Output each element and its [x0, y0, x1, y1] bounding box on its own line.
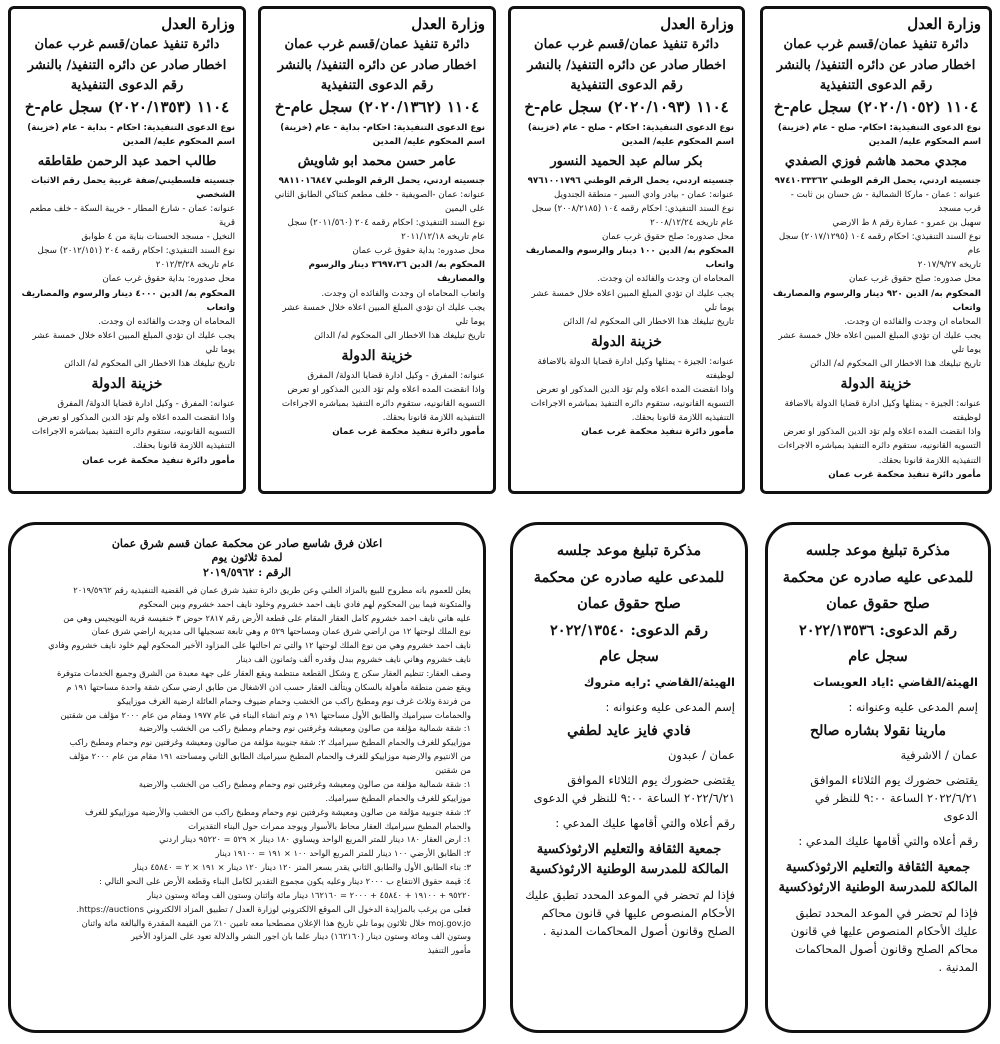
department: دائرة تنفيذ عمان/قسم غرب عمان: [783, 37, 969, 52]
notice-line: عنوانه: عمان - شارع المطار - خريبة السكة - خلف مطعم قرية: [29, 204, 235, 229]
notice-line: واتعاب المحاماه ان وجدت والفائده ان وجدت.: [321, 288, 485, 299]
announcement-title: اعلان فرق شاسع صادر عن محكمة عمان قسم شرق عمان: [111, 537, 383, 550]
notice-line: التنفيذيه اللازمة قانونا بحقك.: [631, 413, 734, 424]
notice-line: نوع الدعوى التنفيذية: احكام- بداية - عام (خزينة): [280, 122, 485, 133]
notice-line: عنوانه: عمان -الصويفية - خلف مطعم كنتاكي الطابق الثاني: [274, 189, 485, 200]
hearing-notice-1: [765, 522, 991, 1033]
case-label: رقم الدعوى التنفيذية: [320, 78, 434, 94]
notice-title: مذكرة تبليغ موعد جلسه: [805, 542, 951, 559]
announcement-line: ١: شقة شمالية مؤلفة من صالون ومعيشة وغرفتين نوم وحمام ومطبخ راكب من الخشب والارضية: [138, 778, 471, 789]
creditor-name: خزينة الدولة: [341, 347, 413, 364]
execution-notice-2: [508, 6, 745, 494]
warning-text: فإذا لم تحضر في الموعد المحدد تطبق عليك الأحكام المنصوص عليها في قانون محاكم الصلح وقانون أصول المحاكمات المدنية .: [525, 888, 735, 938]
ministry-title: وزارة العدل: [411, 15, 485, 33]
department: دائرة تنفيذ عمان/قسم غرب عمان: [284, 37, 470, 52]
case-number: ١١٠٤ (٢٠٢٠/١٠٩٣) سجل عام-خ: [524, 97, 729, 116]
execution-notice-4: [8, 6, 246, 494]
notice-line: نوع الدعوى التنفيذية: احكام - بداية - عام (خزينة): [27, 122, 235, 133]
court-name: صلح حقوق عمان: [577, 595, 681, 613]
plaintiff-label: رقم أعلاه والتي أقامها عليك المدعي :: [555, 815, 735, 830]
announcement-line: موزاييكو للغرف والحمام المطبخ سيراميك ٢: شقة جنوبية مؤلفة من صالون ومعيشة وغرفتين نوم وحمام ومطبخ راكب: [69, 737, 471, 748]
plaintiff-name: جمعية الثقافة والتعليم الارثوذكسية المالكة للمدرسة الوطنية الارثوذكسية: [778, 859, 978, 896]
debtor-name: بكر سالم عبد الحميد النسور: [550, 153, 703, 169]
notice-line: محل صدوره: صلح حقوق غرب عمان: [601, 232, 734, 243]
ministry-title: وزارة العدل: [161, 15, 235, 33]
announcement-line: فعلى من يرغب بالمزايدة الدخول الى الموقع الالكتروني لوزارة العدل / تطبيق المزاد الالكتروني https://auctions.: [76, 903, 471, 914]
announcement-line: وصف العقار: تنظيم العقار سكن ج وشكل القطعة منتظمة ويقع العقار على جهة معبدة من الشرق وجميع الخدمات متوفرة: [57, 668, 471, 679]
notice-line: محل صدوره: بداية حقوق غرب عمان: [352, 246, 485, 257]
notice-line: المحاماه ان وجدت والفائده ان وجدت.: [597, 274, 734, 285]
creditor-name: خزينة الدولة: [91, 376, 163, 393]
notice-line: التسويه القانونيه، ستقوم دائره التنفيذ بمباشره الاجراءات: [777, 441, 981, 452]
judge: الهيئة/القاضي :رايه متروك: [583, 674, 735, 689]
register-type: سجل عام: [599, 648, 659, 666]
notice-line: نوع السند التنفيذي: احكام رقمه ١٠٤ (٢٠١٧/١٢٩٥) سجل عام: [778, 232, 981, 257]
notice-type: اخطار صادر عن دائره التنفيذ/ بالنشر: [776, 57, 976, 73]
notice-line: المحاماه ان وجدت والفائده ان وجدت.: [98, 316, 235, 327]
department: دائرة تنفيذ عمان/قسم غرب عمان: [34, 37, 220, 52]
notice-line: نوع السند التنفيذي: احكام رقمه ٢٠٤ (٢٠١٢/١٥١) سجل: [37, 246, 235, 257]
announcement-line: نوع الملك لوحتها ١٢ من اراضي شرق عمان ومساحتها ٥٢٩ م وهي تابعة تسجيلها الى مديرية اراضي شرق عمان: [91, 626, 471, 637]
case-number: ١١٠٤ (٢٠٢٠/١٠٥٢) سجل عام-خ: [773, 97, 979, 116]
announcement-line: ٩٥٢٢٠ + ١٩١٠٠ + ٤٥٨٤٠ + ٢٠٠٠ = ١٦٢١٦٠ دينار مائة واثنان وستون الف ومائة وستون دينار: [147, 889, 471, 900]
notice-line: محل صدوره: بداية حقوق غرب عمان: [102, 274, 235, 285]
debtor-name: عامر حسن محمد ابو شاويش: [297, 153, 457, 169]
notice-line: المحكوم به/ الدين ٩٢٠ دينار والرسوم والمصاريف واتعاب: [772, 288, 981, 313]
hearing-date: يقتضى حضورك يوم الثلاثاء الموافق ٢٠٢٢/٦/٢١ الساعة ٩:٠٠ للنظر في الدعوى: [810, 773, 978, 823]
notice-line: لوظيفته: [952, 413, 981, 424]
defendant-address: عمان / الاشرفية: [900, 748, 978, 763]
court-name: صلح حقوق عمان: [826, 595, 930, 613]
execution-notice-1: [760, 6, 992, 494]
announcement-line: من فرندة وثلاث غرف نوم ومطبخ راكب من الخشب وحمام ضيوف وحمام العائلة ارضية الغرف موزاييكو: [117, 695, 471, 706]
notice-line: عنوانه: المفرق - وكيل ادارة قضايا الدولة/ المفرق: [57, 399, 235, 410]
warning-text: فإذا لم تحضر في الموعد المحدد تطبق عليك الأحكام المنصوص عليها في قانون محاكم الصلح وقانون أصول المحاكمات المدنية .: [790, 906, 978, 974]
announcement-ref: الرقم : ٢٠١٩/٥٩٦٢: [202, 565, 292, 579]
defendant-label: إسم المدعى عليه وعنوانه :: [605, 699, 735, 714]
defendant-address: عمان / عبدون: [667, 748, 735, 763]
announcement-line: نايف احمد خشروم وهي من نوع الملك لوحتها ١٢ والتي تم احالتها على المزاود الأخير المحكوم لهم خلود نايف خشروم وفادي: [48, 640, 471, 651]
notice-line: تاريخ تبليغك هذا الاخطار الى المحكوم له/ الدائن: [810, 359, 981, 370]
notice-line: تاريخ تبليغك هذا الاخطار الى المحكوم له/ الدائن: [563, 316, 734, 327]
case-number: ١١٠٤ (٢٠٢٠/١٣٥٣) سجل عام-خ: [24, 97, 230, 116]
announcement-line: ٤: قيمة حقوق الانتفاع ب ٢٠٠٠ دينار وعليه يكون مجموع التقدير لكامل البناء وقطعة الأرض على النحو التالي :: [99, 875, 471, 886]
case-label: رقم الدعوى التنفيذية: [570, 78, 683, 94]
notice-line: النخيل - مسجد الحسنات بناية من ٤ طوابق: [81, 232, 235, 243]
notice-line: التسويه القانونيه، ستقوم دائره التنفيذ بمباشره الاجراءات: [281, 399, 485, 410]
notice-title: مذكرة تبليغ موعد جلسه: [556, 542, 702, 559]
case-number: رقم الدعوى: ٢٠٢٢/١٣٥٤٠: [550, 621, 708, 639]
signature-line: مأمور دائرة تنفيذ محكمة غرب عمان: [332, 427, 485, 438]
notice-line: المحكوم به/ الدين ٣٦٩٧،٣٦ دينار والرسوم والمصاريف: [308, 260, 485, 285]
announcement-line: ١: شقة شمالية مؤلفة من صالون ومعيشة وغرفتين نوم وحمام ومطبخ راكب من الخشب والارضية: [138, 723, 471, 734]
creditor-name: خزينة الدولة: [591, 333, 662, 350]
notice-line: واذا انقضت المده اعلاه ولم تؤد الدين المذكور او تعرض: [783, 427, 981, 438]
notice-line: اسم المحكوم عليه/ المدين: [122, 136, 235, 147]
notice-line: جنسيته اردني، يحمل الرقم الوطني ٩٧٦١٠٠١٧٩٦: [527, 175, 734, 186]
notice-type: اخطار صادر عن دائره التنفيذ/ بالنشر: [527, 57, 726, 73]
notice-line: المحكوم به/ الدين ٤٠٠٠ دينار والرسوم والمصاريف واتعاب: [21, 288, 235, 313]
notice-line: عنوانه: الجيزة - يمثلها وكيل ادارة قضايا الدولة بالاضافة: [784, 399, 981, 410]
notice-line: التنفيذيه اللازمة قانونا بحقك.: [382, 413, 485, 424]
announcement-line: ٣: بناء الطابق الأول والطابق الثاني يقدر بسعر المتر ١٢٠ دينار ١٢٠ دينار × ١٩١ × ٢ = ٤٥٨٤٠ دينار: [132, 862, 471, 873]
property-sale-announcement: [8, 522, 486, 1033]
signature-line: مأمور دائرة تنفيذ محكمة غرب عمان: [828, 469, 981, 480]
announcement-line: نايف خشروم وهاني نايف خشروم ببدل وقدره ألف وثمانون الف دينار: [236, 654, 471, 665]
announcement-line: ويقع ضمن منطقة مأهولة بالسكان ويتألف العقار حسب اذن الاشغال من طابق ارضي سكن شقة واحدة مساحتها ١٩١ م: [66, 681, 471, 692]
announcement-line: ٢: الطابق الأرضي ١٠٠ دينار للمتر المربع الواحد ١٠٠ × ١٩١ = ١٩١٠٠ دينار: [215, 848, 471, 859]
hearing-notice-2: [510, 522, 748, 1033]
notice-line: اسم المحكوم عليه/ المدين: [621, 136, 734, 147]
announcement-line: من الانتيوم والارضية موزاييكو للغرف والحمام المطبخ سيراميك الطابق الثاني ومساحته ١٩١ مقام من عام ٢٠٠٠ مؤلف: [69, 751, 471, 762]
notice-line: عام تاريخه ٢٠١١/١٢/١٨: [401, 232, 485, 243]
announcement-body: [23, 584, 471, 957]
notice-line: سهيل بن عمرو - عمارة رقم ٨ ط الارضي: [832, 218, 981, 229]
notice-line: يجب عليك ان تؤدي المبلغ المبين اعلاه خلال خمسة عشر يوما تلي: [282, 302, 485, 327]
notice-type: اخطار صادر عن دائره التنفيذ/ بالنشر: [277, 57, 477, 73]
case-label: رقم الدعوى التنفيذية: [70, 78, 184, 94]
notice-line: يجب عليك ان تؤدي المبلغ المبين اعلاه خلال خمسة عشر يوما تلي: [778, 330, 981, 355]
notice-line: اسم المحكوم عليه/ المدين: [868, 136, 981, 147]
case-label: رقم الدعوى التنفيذية: [819, 78, 933, 94]
notice-line: واذا انقضت المده اعلاه ولم تؤد الدين المذكور او تعرض: [536, 385, 734, 396]
notice-line: يجب عليك ان تؤدي المبلغ المبين اعلاه خلال خمسة عشر يوما تلي: [32, 330, 235, 355]
ministry-title: وزارة العدل: [907, 15, 981, 33]
announcement-line: والحمام المطبخ سيراميك العقار محاط بالأسوار ويوجد ممرات حول البناء التقديرات: [188, 820, 471, 831]
notice-line: عنوانه : عمان - ماركا الشمالية - ش حسان بن ثابت - قرب مسجد: [790, 189, 981, 215]
announcement-line: يعلن للعموم بانه مطروح للبيع بالمزاد العلني وعن طريق دائرة تنفيذ شرق عمان في القضية التنفيذية رقم ٢٠١٩/٥٩٦٢: [73, 584, 471, 595]
notice-line: نوع السند التنفيذي: احكام رقمه ١٠٤ (٢٠٠٨/٢١٨٥) سجل: [531, 204, 734, 215]
notice-line: عام تاريخه ٢٠١٢/٣/٢٨: [155, 260, 235, 271]
notice-subtitle: للمدعى عليه صادره عن محكمة: [533, 568, 725, 586]
signature-line: مأمور التنفيذ: [427, 945, 471, 956]
case-number: ١١٠٤ (٢٠٢٠/١٣٦٢) سجل عام-خ: [274, 97, 480, 116]
notice-line: تاريخ تبليغك هذا الاخطار الى المحكوم له/ الدائن: [314, 330, 485, 341]
notice-line: جنسيته فلسطيني/ضفة غربية يحمل رقم الاثبات الشخصي: [31, 175, 235, 200]
notice-subtitle: للمدعى عليه صادره عن محكمة: [782, 568, 974, 586]
announcement-duration: لمدة ثلاثون يوم: [211, 551, 283, 565]
notice-line: جنسيته اردني، يحمل الرقم الوطني ٩٨١١٠١٦٨٤٧: [278, 175, 485, 186]
ministry-title: وزارة العدل: [660, 15, 734, 33]
announcement-line: وستون الف ومائة وستون دينار (١٦٢١٦٠) دينار علما بان اجور النشر والدلالة تعود على المزاود الأخير: [131, 931, 471, 942]
notice-line: تاريخه ٢٠١٧/٩/٢٧: [917, 260, 981, 271]
execution-notice-3: [258, 6, 496, 494]
case-number: رقم الدعوى: ٢٠٢٢/١٣٥٣٦: [799, 621, 957, 639]
notice-line: نوع السند التنفيذي: احكام رقمه ٢٠٤ (٢٠١١/٥٦٠) سجل: [287, 218, 485, 229]
notice-line: المحكوم به/ الدين ١٠٠ دينار والرسوم والمصاريف واتعاب: [525, 246, 734, 271]
debtor-name: مجدي محمد هاشم فوزي الصفدي: [784, 153, 968, 169]
signature-line: مأمور دائرة تنفيذ محكمة غرب عمان: [581, 427, 734, 438]
notice-line: يجب عليك ان تؤدي المبلغ المبين اعلاه خلال خمسة عشر يوما تلي: [531, 288, 734, 313]
announcement-line: ٢: شقة جنوبية مؤلفة من صالون ومعيشة وغرفتين نوم وحمام ومطبخ راكب من الخشب والأرضية موزاييكو للغرف: [85, 806, 471, 817]
judge: الهيئة/القاضي :اياد العويسات: [813, 674, 978, 689]
notice-line: عام تاريخه ٢٠٠٨/١٢/٢٤: [650, 218, 734, 229]
notice-line: اسم المحكوم عليه/ المدين: [372, 136, 485, 147]
defendant-label: إسم المدعى عليه وعنوانه :: [848, 699, 978, 714]
notice-line: التنفيذيه اللازمة قانونا بحقك.: [132, 441, 235, 452]
notice-line: التسويه القانونيه، ستقوم دائره التنفيذ بمباشره الاجراءات: [530, 399, 734, 410]
announcement-line: موزاييكو للغرف والحمام المطبخ سيراميك.: [325, 792, 471, 803]
notice-line: عنوانه: عمان - بيادر وادي السير - منطقة الجندويل: [553, 189, 734, 200]
signature-line: مأمور دائرة تنفيذ محكمة غرب عمان: [82, 455, 235, 466]
plaintiff-name: جمعية الثقافة والتعليم الارثوذكسية المالكة للمدرسة الوطنية الارثوذكسية: [529, 841, 729, 878]
notice-line: جنسيته اردني، يحمل الرقم الوطني ٩٧٤١٠٣٣٣٦٢: [774, 175, 981, 186]
creditor-name: خزينة الدولة: [840, 376, 912, 393]
notice-line: عنوانه: الجيزة - يمثلها وكيل ادارة قضايا الدولة بالاضافة: [537, 356, 734, 367]
notice-line: محل صدوره: صلح حقوق غرب عمان: [848, 274, 981, 285]
notice-line: التنفيذيه اللازمة قانونا بحقك.: [878, 455, 981, 466]
notice-line: على اليمين: [444, 204, 485, 215]
announcement-line: من شقتين: [435, 765, 471, 776]
department: دائرة تنفيذ عمان/قسم غرب عمان: [534, 37, 719, 52]
hearing-date: يقتضى حضورك يوم الثلاثاء الموافق ٢٠٢٢/٦/٢١ الساعة ٩:٠٠ للنظر في الدعوى: [533, 773, 735, 806]
notice-line: عنوانه: المفرق - وكيل ادارة قضايا الدولة/ المفرق: [307, 370, 485, 381]
notice-line: نوع الدعوى التنفيذية: احكام - صلح - عام (خزينة): [527, 122, 734, 133]
notice-line: لوظيفته: [705, 370, 734, 381]
notice-line: واذا انقضت المده اعلاه ولم تؤد الدين المذكور او تعرض: [287, 385, 485, 396]
debtor-name: طالب احمد عبد الرحمن طقاطقه: [37, 153, 217, 169]
defendant-name: مارينا نقولا بشاره صالح: [810, 723, 946, 740]
announcement-line: والمتكونة فيما بين المحكوم لهم فادي نايف احمد خشروم وخلود نايف احمد خشروم وبين المحكوم: [138, 598, 471, 609]
notice-line: نوع الدعوى التنفيذية: احكام- صلح - عام (خزينة): [777, 122, 981, 133]
notice-type: اخطار صادر عن دائره التنفيذ/ بالنشر: [27, 57, 227, 73]
announcement-line: عليه هاني نايف احمد خشروم كامل العقار المقام على قطعة الأرض رقم ٢٨١٧ حوض ٣ خنفيسة قرية النويجيس وهي من: [63, 612, 471, 623]
announcement-line: والحمامات سيراميك والطابق الأول مساحتها ١٩١ م وتم انشاء البناء في عام ١٩٧٧ ومقام من عام ٢٠٠٠ مؤلف من شقتين: [60, 709, 471, 720]
notice-line: التسويه القانونيه، ستقوم دائره التنفيذ بمباشره الاجراءات: [31, 427, 235, 438]
plaintiff-label: رقم أعلاه والتي أقامها عليك المدعي :: [798, 833, 978, 848]
announcement-line: moj.gov.jo خلال ثلاثون يوما تلي تاريخ هذا الإعلان مصطحبا معه تامين ١٠٪ من القيمة المقدرة والبالغة مائة واثنان: [81, 917, 471, 928]
notice-line: تاريخ تبليغك هذا الاخطار الى المحكوم له/ الدائن: [64, 359, 235, 370]
notice-line: واذا انقضت المده اعلاه ولم تؤد الدين المذكور او تعرض: [37, 413, 235, 424]
defendant-name: فادي فايز عايد لطفي: [567, 723, 691, 740]
announcement-line: ١: ارض العقار ١٨٠ دينار للمتر المربع الواحد ويساوي ١٨٠ دينار × ٥٢٩ = ٩٥٢٢٠ دينار اردني: [159, 834, 471, 845]
register-type: سجل عام: [848, 648, 908, 666]
notice-line: المحاماه ان وجدت والفائده ان وجدت.: [844, 316, 981, 327]
